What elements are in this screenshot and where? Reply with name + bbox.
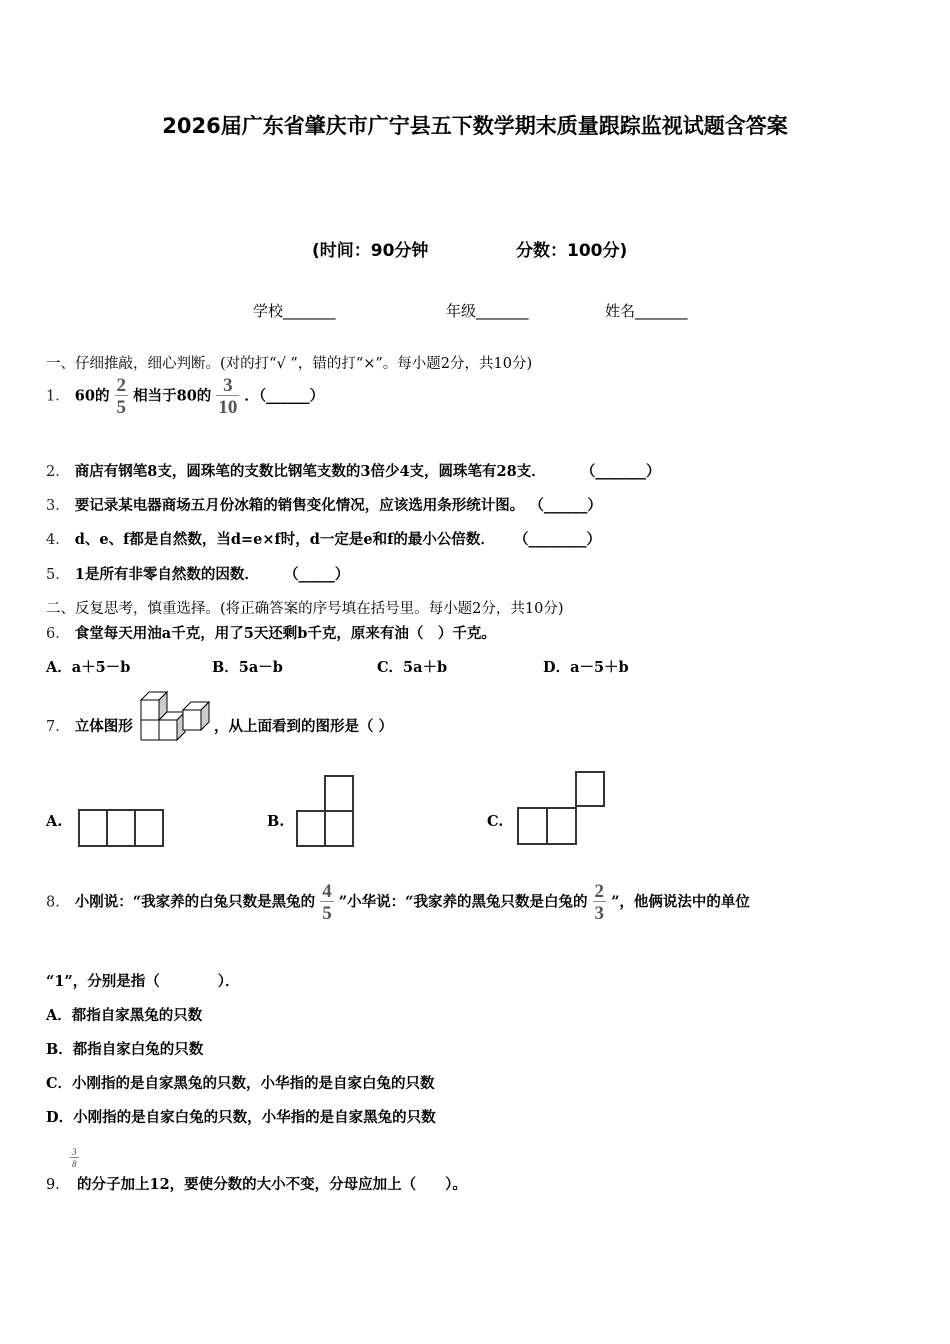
question-text: ”小华说：“我家养的黑兔只数是白兔的 [338,893,588,911]
grade-field[interactable] [446,300,529,321]
name-label: 姓名 [605,302,636,320]
fraction-2-3 [593,882,607,923]
question-7-text-after: ，从上面看到的图形是（ ） [214,718,394,735]
grade-blank[interactable]: _______ [476,302,529,320]
fraction-4-5 [320,882,334,923]
name-field[interactable] [605,300,688,321]
answer-blank[interactable]: （_______） [580,463,661,480]
question-number: 2． [46,464,70,480]
numerator: 3 [223,375,233,396]
q8-option-a[interactable]: A．都指自家黑兔的只数 [46,1007,203,1024]
name-blank[interactable]: _______ [635,302,688,320]
question-text: 要记录某电器商场五月份冰箱的销售变化情况，应该选用条形统计图。 [74,497,525,514]
question-text: 立体图形 [74,718,133,735]
cube-stack-icon [139,688,213,744]
section1-heading: 一、仔细推敲，细心判断。(对的打“√ ”，错的打“×”。每小题2分，共10分) [46,356,533,372]
three-squares-row-icon[interactable] [77,808,167,848]
grade-label: 年级 [446,302,477,320]
q1-text-b: 相当于80的 [133,387,212,405]
answer-blank[interactable]: （________） [513,531,601,548]
question-number: 5． [46,567,70,583]
q8-option-b[interactable]: B．都指自家白兔的只数 [46,1041,204,1058]
school-blank[interactable]: _______ [283,302,336,320]
question-3 [46,494,602,515]
answer-blank[interactable]: （_____） [283,566,350,583]
l-shape-squares-icon[interactable] [294,774,356,848]
question-4 [46,528,601,549]
q7-option-a-label[interactable]: A. [46,813,63,830]
question-8 [46,882,750,923]
question-text: 商店有钢笔8支，圆珠笔的支数比钢笔支数的3倍少4支，圆珠笔有28支． [74,463,546,480]
question-text: 食堂每天用油a千克，用了5天还剩b千克，原来有油（ ）千克。 [74,625,496,642]
q6-option-b[interactable]: B．5a－b [212,659,283,676]
numerator: 4 [322,881,332,902]
question-9-number: 9． [46,1177,70,1193]
question-1 [46,376,324,417]
document-title: 2026届广东省肇庆市广宁县五下数学期末质量跟踪监视试题含答案 [162,114,788,138]
q6-option-a[interactable]: A．a＋5－b [46,659,131,676]
fraction-3-8 [70,1148,79,1169]
question-number: 6． [46,626,70,642]
q1-text-a: 60的 [74,387,110,405]
fraction-3-10 [216,376,239,417]
question-number: 1． [46,388,70,405]
question-2 [46,460,661,481]
score-label: 分数：100分) [516,241,628,261]
question-5 [46,563,349,584]
q6-option-d[interactable]: D．a－5＋b [543,659,629,676]
denominator: 8 [72,1159,77,1169]
denominator: 5 [322,903,332,924]
question-8-line2: “1”，分别是指（ ）． [46,973,240,990]
fraction-2-5 [115,376,129,417]
question-text: d、e、f都是自然数，当d=e×f时，d一定是e和f的最小公倍数． [74,531,495,548]
question-text: 1是所有非零自然数的因数． [74,566,259,583]
denominator: 5 [116,397,127,418]
question-number: 4． [46,532,70,548]
question-number: 7． [46,719,70,735]
question-text: ”，他俩说法中的单位 [611,893,750,911]
denominator: 10 [218,397,238,418]
school-label: 学校 [253,302,284,320]
question-number: 8． [46,894,70,911]
q8-option-d[interactable]: D．小刚指的是自家白兔的只数，小华指的是自家黑兔的只数 [46,1109,436,1126]
question-number: 3． [46,498,70,514]
q7-option-c-label[interactable]: C. [487,813,504,830]
question-9-text: 的分子加上12，要使分数的大小不变，分母应加上（ ）。 [77,1176,467,1193]
school-field[interactable] [253,300,336,321]
time-label: (时间：90分钟 [312,241,429,261]
q7-option-b-label[interactable]: B. [267,813,285,830]
question-text: 小刚说：“我家养的白兔只数是黑兔的 [74,893,316,911]
q6-option-c[interactable]: C．5a＋b [377,659,448,676]
denominator: 3 [594,903,605,924]
numerator: 3 [72,1147,77,1157]
answer-blank[interactable]: （______） [529,497,602,514]
question-7-label [46,715,133,736]
q8-option-c[interactable]: C．小刚指的是自家黑兔的只数，小华指的是自家白兔的只数 [46,1075,435,1092]
numerator: 2 [116,375,127,396]
numerator: 2 [594,881,605,902]
q1-answer-blank[interactable]: ．（______） [244,387,325,405]
offset-squares-icon[interactable] [515,770,607,846]
question-6 [46,622,496,643]
section2-heading: 二、反复思考，慎重选择。(将正确答案的序号填在括号里。每小题2分，共10分) [46,601,564,617]
